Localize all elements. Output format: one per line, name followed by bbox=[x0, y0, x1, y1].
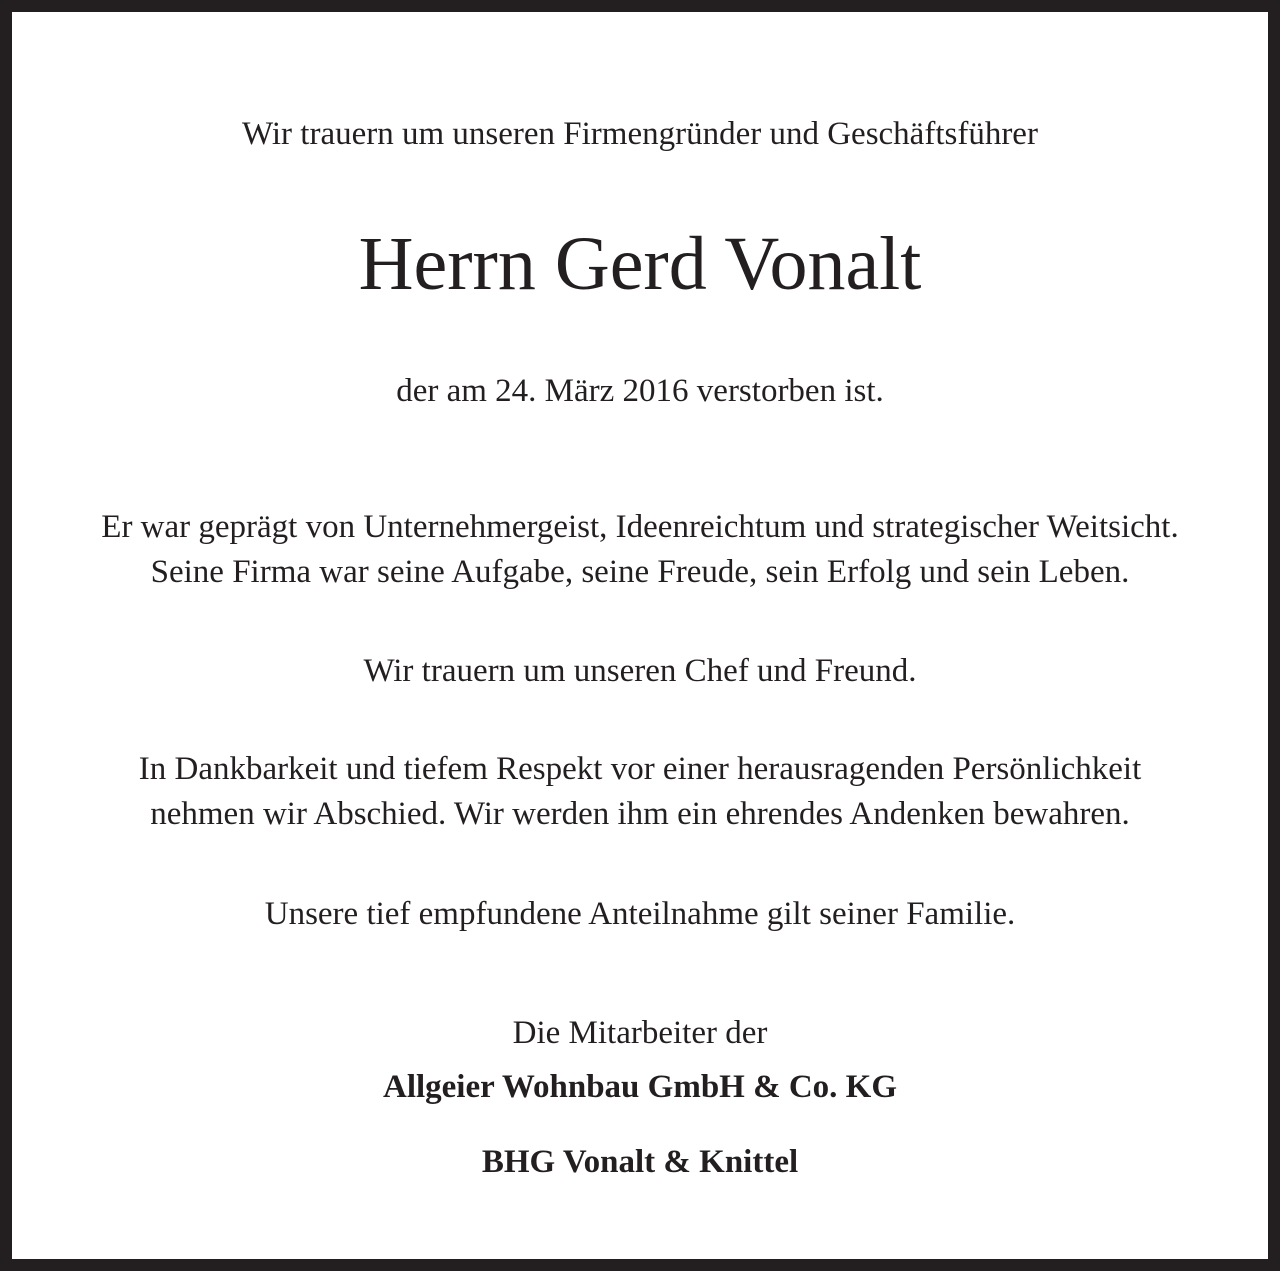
signature-prefix: Die Mitarbeiter der bbox=[512, 1015, 768, 1051]
paragraph2-line: Wir trauern um unseren Chef und Freund. bbox=[363, 653, 917, 689]
paragraph1-line1: Er war geprägt von Unternehmergeist, Ideenreichtum und strategischer Weitsicht. bbox=[101, 509, 1179, 545]
paragraph4-line: Unsere tief empfundene Anteilnahme gilt seiner Familie. bbox=[264, 896, 1016, 932]
death-date-line: der am 24. März 2016 verstorben ist. bbox=[396, 373, 884, 409]
paragraph3-line1: In Dankbarkeit und tiefem Respekt vor einer herausragenden Persönlichkeit bbox=[138, 751, 1142, 787]
signature-company-1: Allgeier Wohnbau GmbH & Co. KG bbox=[382, 1069, 897, 1105]
paragraph1-line2: Seine Firma war seine Aufgabe, seine Freude, sein Erfolg und sein Leben. bbox=[150, 554, 1130, 590]
signature-company-2: BHG Vonalt & Knittel bbox=[481, 1144, 799, 1180]
paragraph3-line2: nehmen wir Abschied. Wir werden ihm ein ehrendes Andenken bewahren. bbox=[150, 796, 1130, 832]
intro-line: Wir trauern um unseren Firmengründer und Geschäftsführer bbox=[242, 116, 1038, 152]
deceased-name: Herrn Gerd Vonalt bbox=[358, 222, 922, 306]
